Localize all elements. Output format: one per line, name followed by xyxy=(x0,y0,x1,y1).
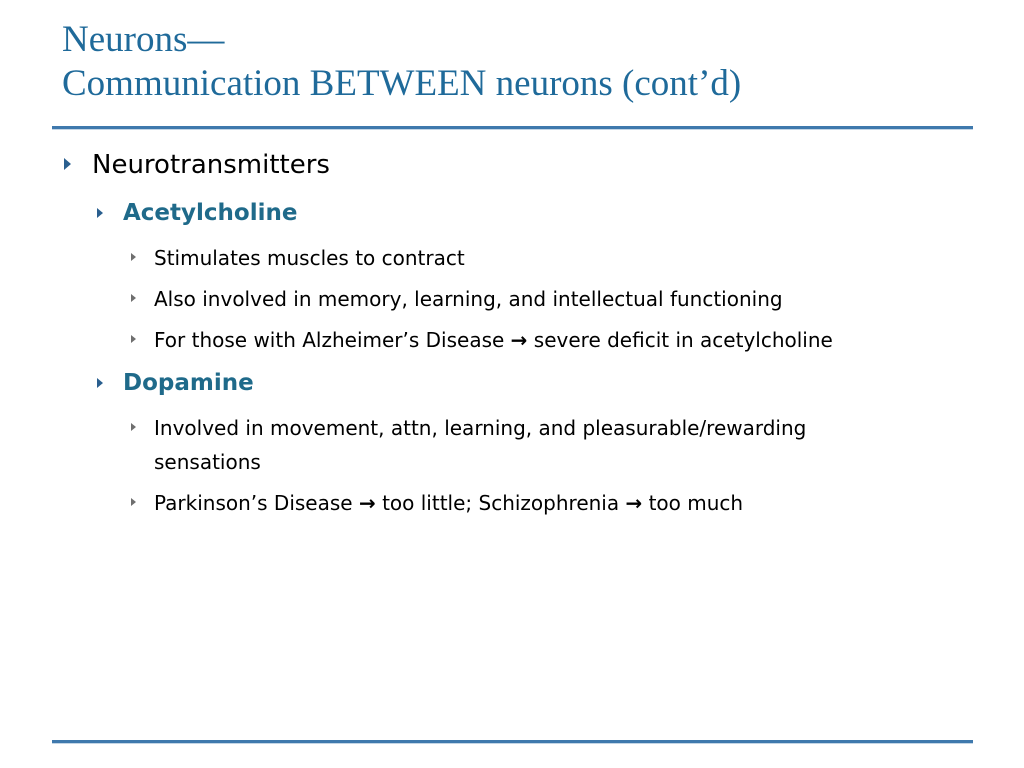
point-involved-line-2: sensations xyxy=(154,450,261,474)
footer-divider xyxy=(52,740,973,743)
point-involved-line-1: Involved in movement, attn, learning, and pleasurable/rewarding xyxy=(154,416,807,440)
subheading-dopamine: Dopamine xyxy=(123,370,254,396)
right-arrow-icon: → xyxy=(358,491,376,515)
point-parkinsons-schizophrenia xyxy=(154,486,743,520)
subheading-acetylcholine: Acetylcholine xyxy=(123,200,298,226)
triangle-right-small-icon xyxy=(131,294,136,302)
parkinsons-text-post: too much xyxy=(642,491,744,515)
parkinsons-text-pre: Parkinson’s Disease xyxy=(154,491,359,515)
triangle-right-small-icon xyxy=(131,335,136,343)
slide-title-line-1: Neurons— xyxy=(62,19,225,60)
triangle-right-small-icon xyxy=(131,253,136,261)
parkinsons-text-mid: too little; Schizophrenia xyxy=(375,491,626,515)
point-involved-in-movement xyxy=(154,411,806,445)
point-alzheimers xyxy=(154,323,833,357)
triangle-right-small-icon xyxy=(131,423,136,431)
triangle-right-small-icon xyxy=(131,498,136,506)
alzheimers-text-post: severe deficit in acetylcholine xyxy=(527,328,833,352)
slide-title-line-2: Communication BETWEEN neurons (cont’d) xyxy=(62,63,742,104)
bullet-neurotransmitters: Neurotransmitters xyxy=(92,150,330,180)
alzheimers-text-pre: For those with Alzheimer’s Disease xyxy=(154,328,511,352)
point-memory-learning: Also involved in memory, learning, and intellectual functioning xyxy=(154,287,783,311)
right-arrow-icon: → xyxy=(625,491,643,515)
point-stimulates-muscles: Stimulates muscles to contract xyxy=(154,246,465,270)
triangle-right-icon xyxy=(64,158,71,170)
triangle-right-icon xyxy=(97,378,103,388)
triangle-right-icon xyxy=(97,208,103,218)
right-arrow-icon: → xyxy=(510,328,528,352)
